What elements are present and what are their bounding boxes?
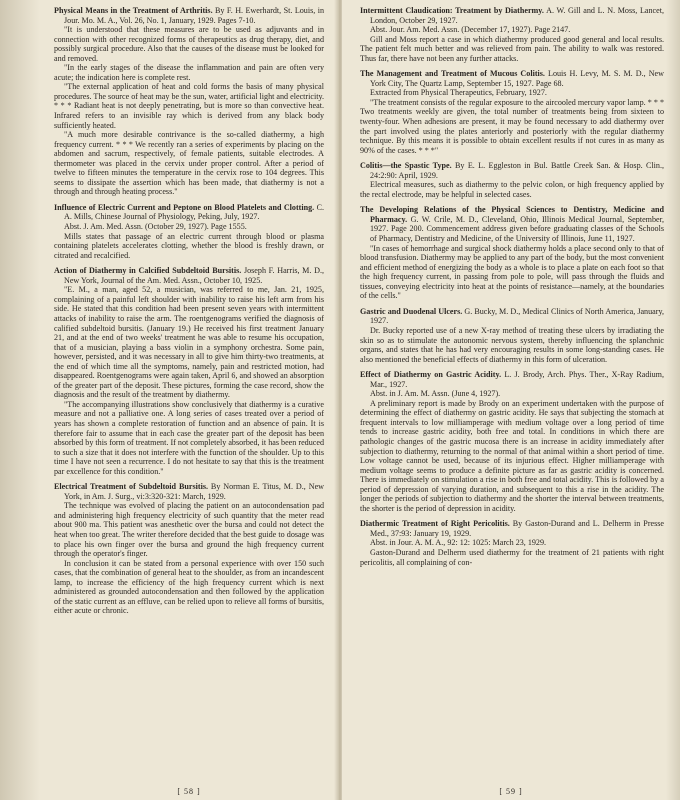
article-title: Intermittent Claudication: Treatment by Diathermy. [360, 6, 544, 15]
page-edge-shadow [0, 0, 40, 800]
article-heading [360, 370, 664, 389]
article-citation: C. A. Mills, Chinese Journal of Physiology, Peking, July, 1927. [64, 202, 324, 222]
article [360, 519, 664, 567]
article-paragraph: Gaston-Durand and Delherm used diathermy for the treatment of 21 patients with right pericolitis, all complaining of con- [360, 547, 664, 567]
article-paragraph: "The external application of heat and cold forms the basis of many physical procedures. The source of heat may be the sun, water, artificial light and electricity. * * * Radiant heat is not deeply penetrating, but is more so than convective heat. Infrared refers to an invisible ray which is derived from any black body sufficiently heated. [54, 82, 324, 130]
article [360, 205, 664, 300]
article-paragraph: In conclusion it can be stated from a personal experience with over 150 such cases, that the combination of general heat to the shoulder, as from an incandescent lamp, to increase the efficiency of the high frequency current which is next administered as grounded autocondensation and then followed by the application of the static current as an effluve, can be relied upon to relieve all forms of bursitis, either acute or chronic. [54, 558, 324, 616]
article-heading [54, 202, 324, 222]
article-paragraph: Gill and Moss report a case in which diathermy produced good general and local results. The patient felt much better and was relieved from pain. The ability to walk was restored. Thus far, there have not been any further attacks. [360, 34, 664, 63]
article-citation: Louis H. Levy, M. S. M. D., New York City, The Quartz Lamp, September 15, 1927. Page 68. [370, 69, 664, 88]
article-paragraph: The technique was evolved of placing the patient on an autocondensation pad and administering high frequency electricity of such quantity that the meter read about 900 ma. This patient was anesthetic over the bursa and could not detect the heat when too great. The writer therefore decided that the best guide to dosage was to place his own finger over the bursa and ground the high frequency current through the operator's finger. [54, 501, 324, 559]
article-heading [54, 266, 324, 285]
article-citation: Joseph F. Harris, M. D., New York, Journal of the Am. Med. Assn., October 10, 1925. [64, 266, 324, 285]
article-paragraph: A preliminary report is made by Brody on an experiment undertaken with the purpose of determining the effect of diathermy on gastric acidity. He says that subjecting the stomach at frequent intervals to low milliamperage with medium voltage over a long period of time tends to increase gastric acidity, both free and total. In conditions in which there are pathologic changes of the gastric mucosa there is an increase in acidity immediately after subjection to diathermy, returning to the normal of that animal within a short period of time. Low voltage cannot be used, because of its injurious effect. Higher milliamperage with medium voltage seems to produce a definite picture as far as gastric acidity is concerned. There is immediately on stimulation a rise in both free and total acidity. This is followed by a period of depression of varying duration, and subsequent to this a rise in the acidity. The longer the periods of subjection to diathermy and the shorter the interval between treatments, the shorter is the period of depression in acidity. [360, 398, 664, 513]
article-citation: By F. H. Ewerhardt, St. Louis, in Jour. Mo. M. A., Vol. 26, No. 1, January, 1929. Pages 7-10. [64, 6, 324, 25]
article-title: Action of Diathermy in Calcified Subdeltoid Bursitis. [54, 266, 242, 276]
article-paragraph: Dr. Bucky reported use of a new X-ray method of treating these ulcers by irradiating the skin so as to stimulate the autonomic nervous system, thereby influencing the splanchnic organs, and states that he has had very encouraging results in some long-standing cases. He also mentioned the beneficial effects of diathermy in this form of ulceration. [360, 325, 664, 364]
article-title: The Developing Relations of the Physical Sciences to Dentistry, Medicine and Pharmacy. [360, 205, 664, 224]
article [360, 161, 664, 199]
article-heading [360, 205, 664, 244]
article [54, 203, 324, 260]
article-paragraph: "In cases of hemorrhage and surgical shock diathermy holds a place second only to that of blood transfusion. Diathermy may be applied to any part of the body, but the most convenient and efficient method of energizing the body as a whole is to place a plate on each foot so that the high frequency current, in passing from pole to pole, will pass through the fluids and tissues, conveying electricity into heat at the points of resistance—namely, at the boundaries of the cells." [360, 243, 664, 301]
article-citation: By Norman E. Titus, M. D., New York, in Am. J. Surg., vi:3:320-321: March, 1929. [64, 482, 325, 501]
article [360, 307, 664, 364]
article-title: The Management and Treatment of Mucous Colitis. [360, 69, 545, 79]
article-paragraph: Abst. J. Am. Med. Assn. (October 29, 1927). Page 1555. [64, 222, 247, 232]
article-paragraph: "It is understood that these measures are to be used as adjuvants and in connection with other recognized forms of therapeutics as drug therapy, diet, and possibly surgical procedure. Also that the causes of the disease must be looked for and removed. [54, 25, 324, 63]
article [360, 69, 664, 155]
article-paragraph: Abst. in Jour. A. M. A., 92: 12: 1025: March 23, 1929. [370, 538, 547, 548]
article [360, 6, 664, 63]
article-title: Effect of Diathermy on Gastric Acidity. [360, 370, 502, 380]
article-citation: A. W. Gill and L. N. Moss, Lancet, London, October 29, 1927. [370, 6, 664, 25]
article-heading [360, 306, 664, 326]
article [54, 266, 324, 476]
article-paragraph: Mills states that passage of an electric current through blood or plasma containing platelets accelerates clotting, whether the blood is freshly drawn, or citrated and recalcified. [54, 231, 324, 260]
article-paragraph: Abst. in J. Am. M. Assn. (June 4, 1927). [370, 389, 501, 399]
article-title: Electrical Treatment of Subdeltoid Bursitis. [54, 482, 208, 492]
article-title: Diathermic Treatment of Right Pericolitis. [360, 519, 510, 529]
article [360, 370, 664, 513]
article-paragraph: Electrical measures, such as diathermy to the pelvic colon, or high frequency applied by the rectal electrode, may be helpful in selected cases. [360, 180, 664, 199]
article-title: Colitis—the Spastic Type. [360, 161, 452, 171]
page-number-right: [ 59 ] [499, 787, 523, 796]
page-edge-shadow [666, 0, 680, 800]
article-citation: G. Bucky, M. D., Medical Clinics of North America, January, 1927. [370, 306, 664, 326]
article-paragraph: "The accompanying illustrations show conclusively that diathermy is a curative measure and not a palliative one. A long series of cases treated over a period of years has shown a complete restoration of function and an absence of pain. It is therefore fair to assume that in each case the greater part of the deposit has been absorbed by this form of treatment. If not completely absorbed, it has been reduced to such a size that it does not interfere with the function of the shoulder. Up to this time I have not seen a recurrence. I do not hesitate to say that this is the treatment par excellence for this condition." [54, 399, 324, 476]
right-page [342, 0, 680, 800]
left-article-column [54, 6, 324, 616]
article-paragraph: "The treatment consists of the regular exposure to the aircooled mercury vapor lamp. * * * Two treatments weekly are given, the total number of treatments being from sixteen to twenty-four. When adhesions are present, it may be found necessary to add diathermy over the part involved using the plates anteriorly and posteriorly with the regular diathermy technique. By this means it is possible to obtain excellent results if not cures in as many as 90% of the cases. * * *" [360, 97, 664, 155]
article-paragraph: Abst. Jour. Am. Med. Assn. (December 17, 1927). Page 2147. [370, 25, 571, 35]
article-heading [54, 6, 324, 25]
article-title: Physical Means in the Treatment of Arthritis. [54, 6, 213, 15]
article [54, 482, 324, 616]
article [54, 6, 324, 197]
article-citation: L. J. Brody, Arch. Phys. Ther., X-Ray Radium, Mar., 1927. [370, 370, 664, 389]
left-page [0, 0, 338, 800]
article-citation: By Gaston-Durand and L. Delherm in Presse Med., 37:93: January 19, 1929. [370, 519, 664, 538]
article-citation: G. W. Crile, M. D., Cleveland, Ohio, Illinois Medical Journal, September, 1927. Page 200. Commencement address given before graduating classes of the Schools of Pharmacy, Dentistry and Medicine, of the University of Illinois, June 11, 1927. [370, 214, 664, 244]
article-heading [54, 482, 325, 501]
article-citation: By E. L. Eggleston in Bul. Battle Creek San. & Hosp. Clin., 24:2:90: April, 1929. [370, 161, 665, 180]
article-heading [360, 161, 665, 180]
article-heading [360, 519, 664, 538]
article-paragraph: "In the early stages of the disease the inflammation and pain are often very acute; the indication here is complete rest. [54, 63, 324, 82]
article-paragraph: "E. M., a man, aged 52, a musician, was referred to me, Jan. 21, 1925, complaining of a painful left shoulder with inability to raise his left arm from his side. He stated that this condition had been present seven years with intermittent attacks of inability to raise the arm. The roentgenograms verified the diagnosis of calified subdeltoid bursitis. (January 19.) He received his first treatment January 21, and at the end of two weeks' treatment he was able to resume his occupation, that of a musician, playing a bass violin in a symphony orchestra. Some pain, however, persisted, and it was necessary in all to give him thirty-two treatments, at the end of which time all the symptoms, namely, pain and restricted motion, had disappeared. Roentgenograms were again taken, April 6, and showed an absorption of the greater part of the deposit. These pictures, forming the case record, show the diagnosis and the result of the treatment by diathermy. [54, 285, 324, 400]
article-heading [360, 69, 664, 88]
article-paragraph: Extracted from Physical Therapeutics, February, 1927. [370, 88, 547, 98]
page-number-left: [ 58 ] [177, 787, 201, 796]
right-article-column [360, 6, 664, 567]
article-title: Influence of Electric Current and Peptone on Blood Platelets and Clotting. [54, 202, 315, 212]
article-title: Gastric and Duodenal Ulcers. [360, 306, 463, 316]
article-heading [360, 6, 664, 25]
article-paragraph: "A much more desirable contrivance is the so-called diathermy, a high frequency current. * * * We recently ran a series of experiments by placing on the abdomen and sacrum, respectively, of female patients, suitable electrodes. A thermometer was placed in the cervix under proper control. After a period of twelve to fifteen minutes the temperature in the cervix rose to 104 degrees. This seems to dissipate the assertion which has been made, that diathermy is not a through and through heating process." [54, 130, 324, 197]
